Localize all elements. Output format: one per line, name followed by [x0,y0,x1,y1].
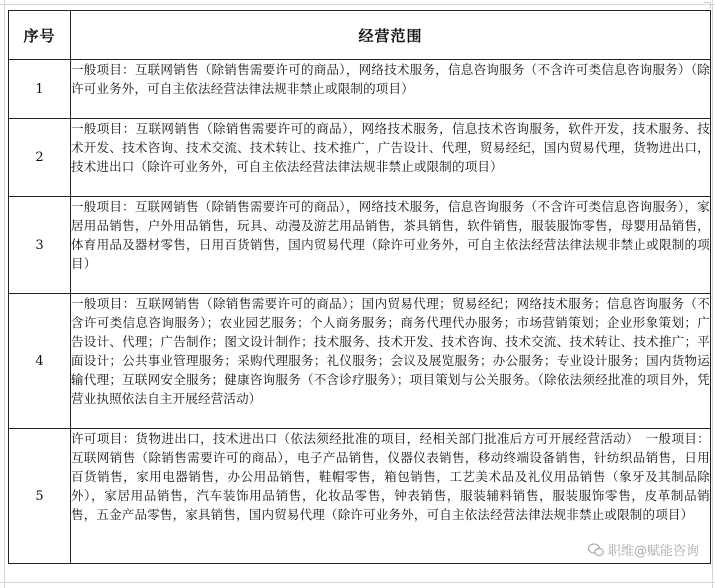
row-scope-text[interactable]: 一般项目：互联网销售（除销售需要许可的商品）；国内贸易代理；贸易经纪；网络技术服务；信息咨询服务（不含许可类信息咨询服务）；农业园艺服务；个人商务服务；商务代理代办服务；市场营销策划；企业形象策划；广告设计、代理；广告制作；图文设计制作；技术服务、技术开发、技术咨询、技术交流、技术转让、技术推广；平面设计；公共事业管理服务；采购代理服务；礼仪服务；会议及展览服务；办公服务；专业设计服务；国内货物运输代理；互联网安全服务；健康咨询服务（不含诊疗服务）；项目策划与公关服务。（除依法须经批准的项目外，凭营业执照依法自主开展经营活动） [71,294,711,429]
table-row [9,294,711,429]
row-number[interactable]: 4 [9,294,71,429]
table-row [9,197,711,294]
row-scope-text[interactable]: 许可项目：货物进出口，技术进出口（依法须经批准的项目，经相关部门批准后方可开展经营活动） 一般项目：互联网销售（除销售需要许可的商品），电子产品销售，仪器仪表销售，移动终端设备销售，针纺织品销售，日用百货销售，家用电器销售，办公用品销售，鞋帽零售，箱包销售，工艺美术品及礼仪用品销售（象牙及其制品除外），家居用品销售，汽车装饰用品销售，化妆品零售，钟表销售，服装辅料销售，服装服饰零售，皮革制品销售，五金产品零售，家具销售，国内贸易代理（除许可业务外，可自主依法经营法律法规非禁止或限制的项目） [71,429,711,564]
business-scope-table [8,10,711,564]
row-number[interactable]: 3 [9,197,71,294]
row-scope-text[interactable]: 一般项目：互联网销售（除销售需要许可的商品），网络技术服务，信息咨询服务（不含许可类信息咨询服务）（除许可业务外，可自主依法经营法律法规非禁止或限制的项目） [71,60,711,119]
table-row [9,119,711,197]
table-header-row [9,11,711,60]
header-scope[interactable]: 经营范围 [71,11,711,60]
grid-line [0,4,715,5]
grid-line [0,582,715,583]
row-scope-text[interactable]: 一般项目：互联网销售（除销售需要许可的商品），网络技术服务，信息技术咨询服务，软件开发，技术服务、技术开发、技术咨询、技术交流、技术转让、技术推广，广告设计、代理，贸易经纪，国内贸易代理，货物进出口，技术进出口（除许可业务外，可自主依法经营法律法规非禁止或限制的项目） [71,119,711,197]
watermark-text: 职维@赋能咨询 [607,544,699,559]
corner-mark [704,2,711,9]
row-number[interactable]: 2 [9,119,71,197]
grid-line [4,0,5,588]
row-scope-text[interactable]: 一般项目：互联网销售（除销售需要许可的商品），网络技术服务，信息咨询服务（不含许可类信息咨询服务），家居用品销售，户外用品销售，玩具、动漫及游艺用品销售，茶具销售，软件销售，服装服饰零售，母婴用品销售，体育用品及器材零售，日用百货销售，国内贸易代理（除许可业务外，可自主依法经营法律法规非禁止或限制的项目） [71,197,711,294]
grid-line [712,0,713,588]
row-number[interactable]: 5 [9,429,71,564]
header-no[interactable]: 序号 [9,11,71,60]
wechat-logo-icon [588,543,604,557]
watermark [588,540,699,559]
row-number[interactable]: 1 [9,60,71,119]
table-row [9,60,711,119]
